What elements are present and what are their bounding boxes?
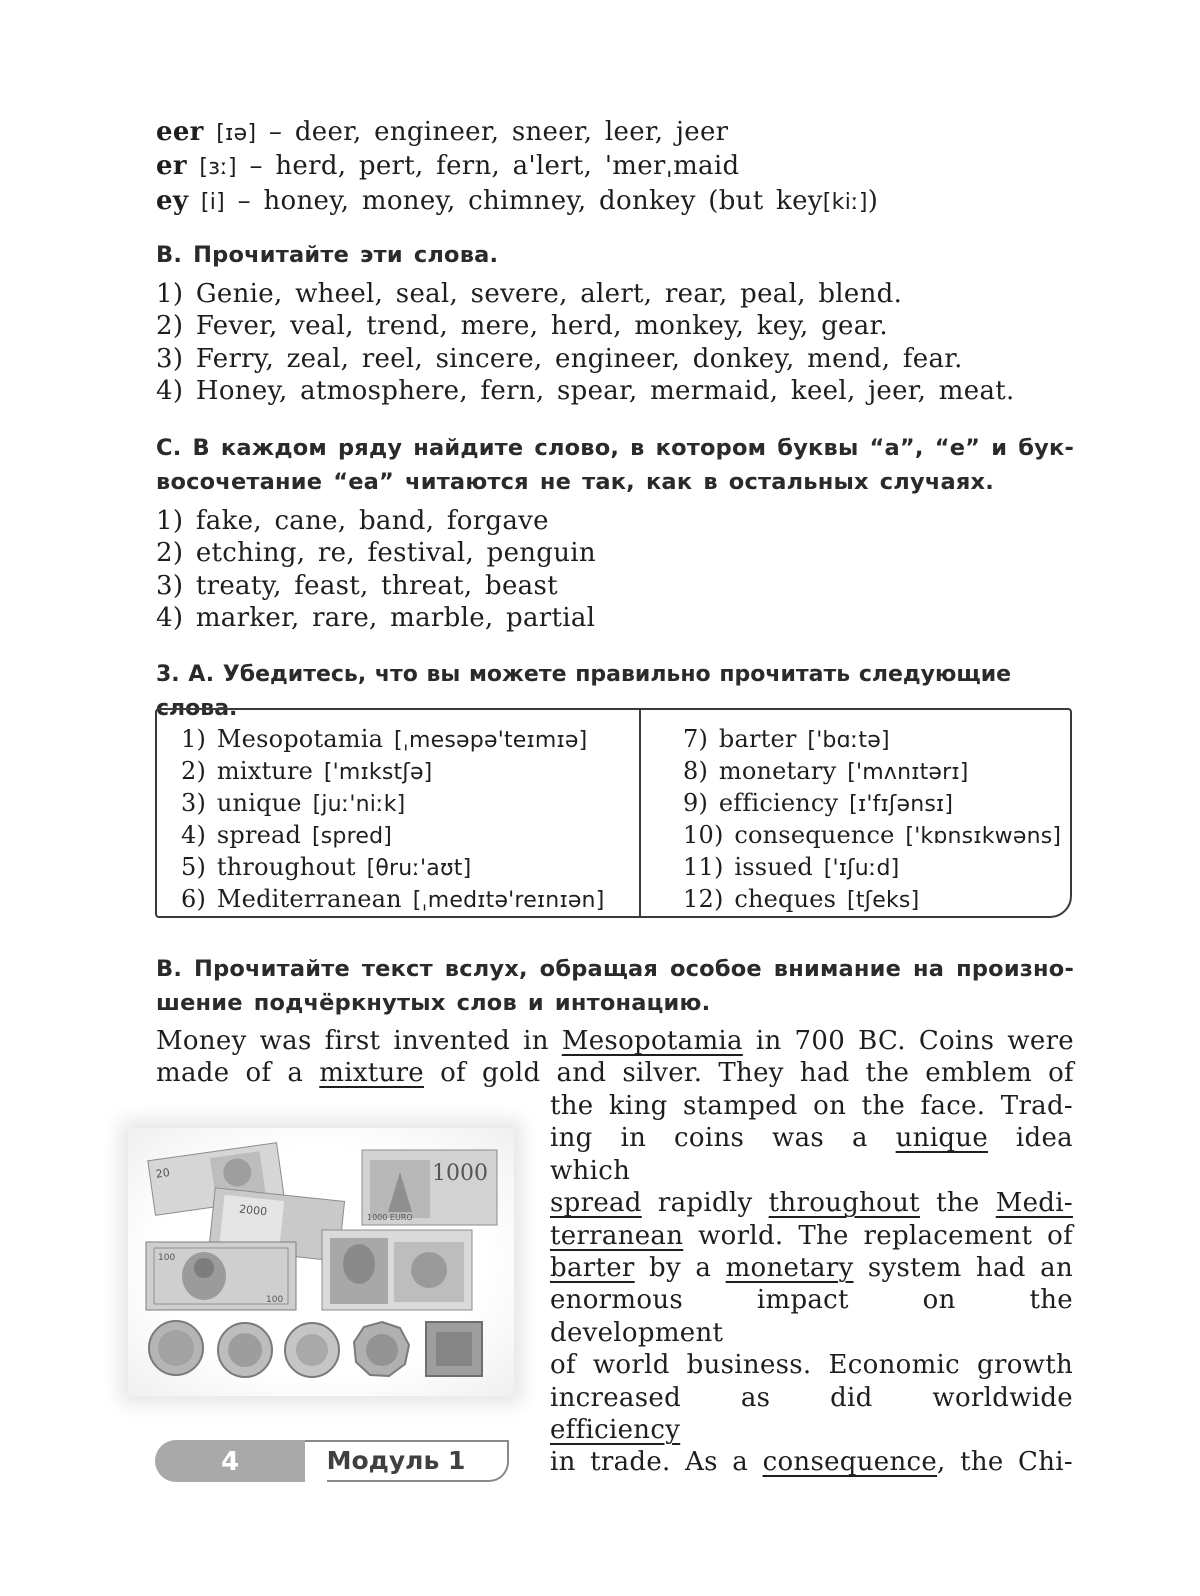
rule-ey: ey [i] – honey, money, chimney, donkey (but key[kiː]) bbox=[156, 185, 879, 216]
vocabulary-box bbox=[155, 708, 1072, 918]
rule-words: herd, pert, fern, a'lert, 'merˌmaid bbox=[275, 151, 740, 182]
rule-ipa: [ɪə] bbox=[216, 121, 257, 146]
list-item: 2) Fever, veal, trend, mere, herd, monkey, key, gear. bbox=[156, 311, 888, 342]
section-b-list bbox=[156, 278, 1074, 408]
vocab-item: 3) unique [juː'niːk] bbox=[181, 789, 406, 817]
section-c-list bbox=[156, 505, 1074, 635]
rule-words: deer, engineer, sneer, leer, jeer bbox=[294, 117, 729, 147]
rule-letters: er bbox=[156, 151, 187, 182]
task-3b-heading: B. Прочитайте текст вслух, обращая особое внимание на произно- шение подчёркнутых слов и интонацию. bbox=[156, 956, 1074, 1016]
vocab-item: 8) monetary ['mʌnɪtərɪ] bbox=[683, 757, 969, 785]
banknote-label: 20 bbox=[154, 1165, 171, 1181]
text-line: of world business. Economic growth bbox=[550, 1350, 1073, 1381]
vocab-item: 12) cheques [tʃeks] bbox=[683, 885, 920, 913]
vocab-item: 10) consequence ['kɒnsɪkwəns] bbox=[683, 821, 1062, 849]
list-item: 1) Genie, wheel, seal, severe, alert, rear, peal, blend. bbox=[156, 279, 903, 309]
vocab-item: 7) barter ['bɑːtə] bbox=[683, 725, 890, 753]
svg-text:100: 100 bbox=[158, 1253, 176, 1263]
vocab-item: 1) Mesopotamia [ˌmesəpə'teɪmɪə] bbox=[181, 725, 588, 753]
rule-letters: eer bbox=[156, 117, 204, 147]
reading-text bbox=[156, 1025, 1074, 1090]
text-line: in trade. As a consequence, the Chi- bbox=[550, 1447, 1073, 1478]
underlined-word: efficiency bbox=[550, 1415, 681, 1446]
reading-text-wrapped bbox=[550, 1090, 1073, 1479]
underlined-word: throughout bbox=[768, 1188, 920, 1219]
rule-eer: eer [ɪə] – deer, engineer, sneer, leer, jeer bbox=[156, 117, 729, 147]
list-item: 3) Ferry, zeal, reel, sincere, engineer, donkey, mend, fear. bbox=[156, 343, 963, 374]
list-item: 4) marker, rare, marble, partial bbox=[156, 603, 596, 634]
text-line: Money was first invented in Mesopotamia in 700 BC. Coins were bbox=[156, 1026, 1074, 1056]
box-divider bbox=[639, 710, 641, 916]
underlined-word: consequence bbox=[762, 1447, 938, 1478]
phonetic-rules bbox=[156, 116, 1074, 219]
dollar-banknote bbox=[146, 1242, 296, 1310]
svg-text:1000 EURO: 1000 EURO bbox=[367, 1213, 413, 1222]
rule-words: honey, money, chimney, donkey (but key bbox=[263, 185, 823, 216]
vocab-item: 5) throughout [θruː'aʊt] bbox=[181, 853, 472, 881]
money-photo bbox=[128, 1128, 514, 1396]
text-line: increased as did worldwide efficiency bbox=[550, 1382, 1073, 1446]
section-c-heading: C. В каждом ряду найдите слово, в котором буквы “a”, “e” и бук- восочетание “ea” читаются не так, как в остальных случаях. bbox=[156, 435, 1074, 495]
vocab-item: 2) mixture ['mɪkstʃə] bbox=[181, 757, 433, 785]
text-line: made of a mixture of gold and silver. They had the emblem of bbox=[156, 1058, 1074, 1089]
list-item: 3) treaty, feast, threat, beast bbox=[156, 570, 558, 601]
task-3a-heading: 3. A. Убедитесь, что вы можете правильно прочитать следующие слова. bbox=[156, 662, 1012, 721]
text-line: enormous impact on the development bbox=[550, 1285, 1073, 1348]
list-item: 4) Honey, atmosphere, fern, spear, mermaid, keel, jeer, meat. bbox=[156, 376, 1015, 407]
section-b-heading: B. Прочитайте эти слова. bbox=[156, 242, 499, 268]
text-line: the king stamped on the face. Trad- bbox=[550, 1091, 1073, 1121]
underlined-word: monetary bbox=[725, 1253, 854, 1284]
underlined-word: Medi- bbox=[995, 1188, 1073, 1219]
underlined-word: unique bbox=[895, 1123, 989, 1154]
svg-text:100: 100 bbox=[266, 1295, 284, 1305]
page-number: 4 bbox=[155, 1440, 305, 1482]
underlined-word: barter bbox=[550, 1253, 635, 1284]
text-line: spread rapidly throughout the Medi- bbox=[550, 1188, 1073, 1219]
vocab-item: 6) Mediterranean [ˌmedɪtə'reɪnɪən] bbox=[181, 885, 605, 913]
vocabulary-column-right bbox=[683, 724, 1061, 916]
vocab-item: 9) efficiency [ɪ'fɪʃənsɪ] bbox=[683, 789, 954, 817]
vocabulary-column-left bbox=[181, 724, 604, 916]
rule-ipa: [i] bbox=[200, 189, 226, 215]
rule-letters: ey bbox=[156, 185, 189, 216]
module-label: Модуль 1 bbox=[285, 1440, 509, 1482]
underlined-word: spread bbox=[550, 1188, 642, 1219]
vocab-item: 4) spread [spred] bbox=[181, 821, 393, 849]
list-item: 1) fake, cane, band, forgave bbox=[156, 506, 549, 536]
banknote-label: 2000 bbox=[238, 1202, 268, 1219]
coins-row bbox=[149, 1321, 482, 1377]
banknote-label: 1000 bbox=[432, 1161, 488, 1186]
list-item: 2) etching, re, festival, penguin bbox=[156, 538, 596, 569]
underlined-word: mixture bbox=[319, 1058, 424, 1089]
vocab-item: 11) issued ['ɪʃuːd] bbox=[683, 853, 900, 881]
page-footer bbox=[155, 1440, 507, 1482]
underlined-word: terranean bbox=[550, 1220, 684, 1251]
banknotes-and-coins-illustration bbox=[142, 1142, 500, 1382]
historic-banknote bbox=[322, 1230, 472, 1310]
rule-er: er [ɜː] – herd, pert, fern, a'lert, 'merˌmaid bbox=[156, 151, 740, 182]
text-line: ing in coins was a unique idea which bbox=[550, 1123, 1073, 1186]
rule-ipa: [ɜː] bbox=[199, 155, 237, 181]
ruble-banknote-1000 bbox=[362, 1150, 497, 1225]
text-line: terranean world. The replacement of bbox=[550, 1220, 1073, 1251]
underlined-word: Mesopotamia bbox=[561, 1026, 743, 1056]
text-line: barter by a monetary system had an bbox=[550, 1253, 1073, 1284]
